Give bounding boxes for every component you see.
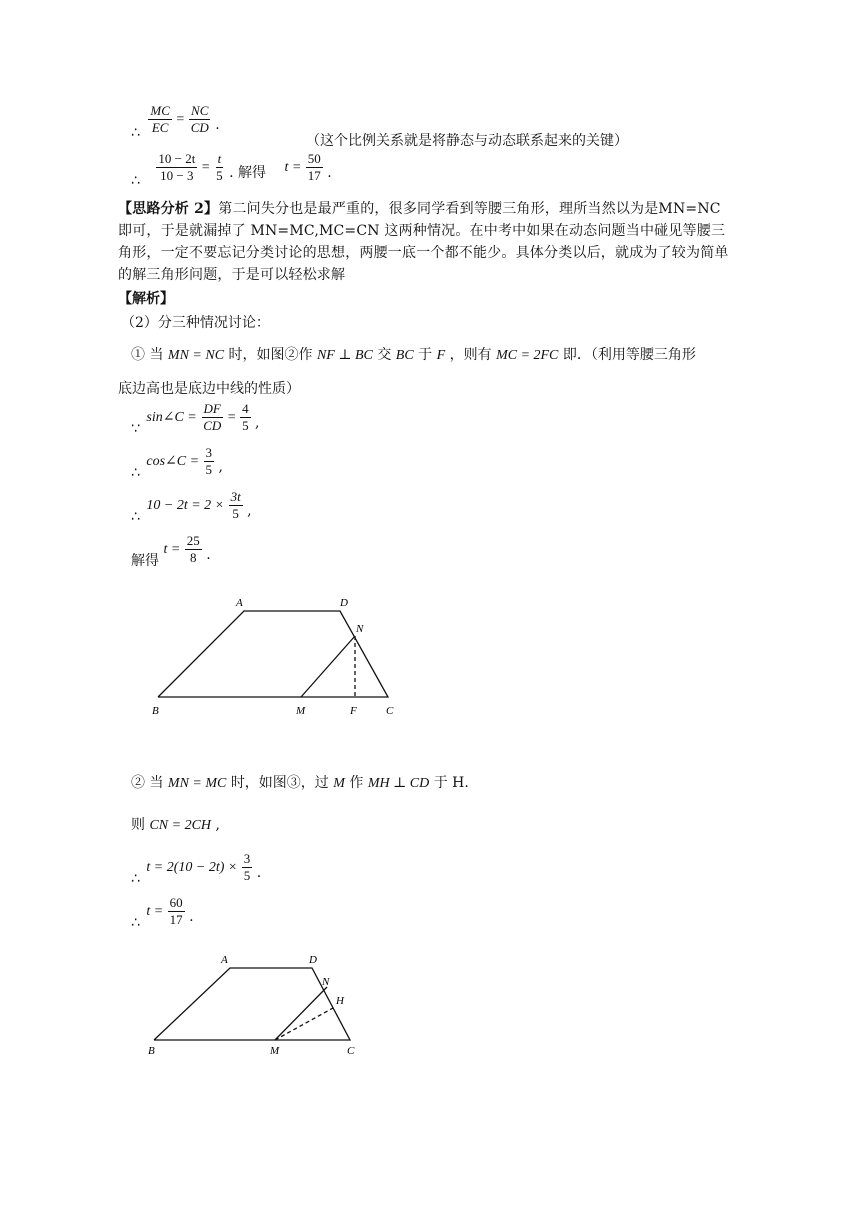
- numerator: 4: [242, 401, 249, 416]
- case2-text3: 于 H.: [433, 775, 469, 791]
- case1-text3: 于: [418, 347, 433, 363]
- therefore-symbol: ∴: [131, 465, 140, 482]
- label-b: B: [148, 1045, 155, 1057]
- case2-then: [131, 814, 220, 834]
- sin-step: [131, 401, 260, 438]
- fraction-3-5: [204, 446, 215, 476]
- therefore-symbol: ∴: [131, 509, 140, 526]
- analysis-text: 第二问失分也是最严重的，很多同学看到等腰三角形，理所当然以为是MN=NC 即可，于是就漏掉了 MN=MC,MC=CN 这两种情况。在中考中如果在动态问题当中碰见等腰三角形，一定不要忘记分类讨论的思想，两腰一底一个都不能少。具体分类以后，就成为了较为简单的解三角形问题，于是可以轻松求解: [118, 201, 729, 283]
- therefore-symbol: ∴: [131, 173, 140, 190]
- denominator: 17: [169, 911, 183, 927]
- case1-text1: 时，如图②作: [228, 347, 313, 363]
- solution-heading: 【解析】: [118, 291, 174, 307]
- denominator: 5: [242, 417, 249, 433]
- case2-text2: 作: [349, 775, 364, 791]
- label-f: F: [350, 705, 357, 717]
- analysis-paragraph: [118, 198, 736, 286]
- case2-perp: MH ⊥ CD: [367, 776, 430, 791]
- sin-lhs: sin∠C =: [146, 410, 197, 426]
- denominator: 10 − 3: [160, 167, 194, 183]
- label-c: C: [347, 1045, 355, 1057]
- label-d: D: [340, 597, 348, 609]
- numerator: NC: [191, 103, 209, 118]
- numerator: 3: [205, 445, 213, 460]
- case2-step1: [131, 851, 262, 888]
- case1-f: F: [436, 348, 446, 363]
- period: .: [327, 165, 332, 182]
- fraction-nc-cd: [189, 104, 211, 134]
- analysis-heading: 【思路分析 2】: [118, 201, 219, 217]
- fraction-25-8: [185, 534, 202, 564]
- t-equals: t =: [163, 542, 181, 558]
- solve-text: . 解得: [229, 165, 266, 182]
- label-n: N: [322, 976, 330, 988]
- denominator: 5: [232, 505, 239, 521]
- period: .: [189, 909, 194, 926]
- equals-sign: =: [176, 112, 185, 128]
- key-note: （这个比例关系就是将静态与动态联系起来的关键）: [306, 133, 628, 149]
- label-h: H: [336, 995, 344, 1007]
- label-m: M: [296, 705, 306, 717]
- case2-step2: [131, 895, 194, 932]
- fraction-mc-ec: [148, 104, 172, 134]
- equation-row: [131, 151, 332, 190]
- label-a: A: [221, 954, 228, 966]
- then-relation: CN = 2CH: [149, 818, 212, 833]
- numerator: t: [217, 151, 222, 166]
- fraction-4-5: [240, 402, 251, 432]
- comma: ,: [218, 459, 223, 476]
- cos-step: [131, 445, 223, 482]
- case1-text5: 即．（利用等腰三角形: [562, 347, 696, 363]
- linear-lhs: 10 − 2t = 2 ×: [146, 498, 225, 514]
- case1-perp: NF ⊥ BC: [316, 348, 373, 363]
- part2-intro: （2）分三种情况讨论：: [121, 315, 270, 331]
- comma: ,: [255, 415, 260, 432]
- fraction-60-17: [168, 896, 185, 926]
- label-c: C: [386, 705, 394, 717]
- step1-lhs: t = 2(10 − 2t) ×: [146, 860, 238, 876]
- case1-line: [131, 344, 696, 364]
- denominator: 5: [243, 867, 251, 883]
- trapezoid-abdc: [154, 968, 350, 1040]
- case1-text4: ，则有: [449, 347, 492, 363]
- numerator: DF: [203, 401, 221, 416]
- case1-prefix: ① 当: [131, 347, 164, 363]
- label-a: A: [236, 597, 243, 609]
- linear-step: [131, 489, 252, 526]
- cos-lhs: cos∠C =: [146, 454, 200, 470]
- case2-line: [131, 772, 469, 792]
- label-b: B: [152, 705, 159, 717]
- period: .: [206, 547, 211, 564]
- segment-mn: [275, 987, 327, 1040]
- solve-step: [131, 533, 211, 570]
- t-equals: t =: [146, 904, 164, 920]
- numerator: MC: [150, 103, 170, 118]
- numerator: 3t: [230, 489, 241, 504]
- numerator: 50: [307, 151, 321, 166]
- denominator: 5: [216, 167, 223, 183]
- case2-m: M: [333, 776, 345, 791]
- segment-mn: [301, 636, 355, 697]
- case1-bc: BC: [395, 348, 414, 363]
- fraction-3-5: [242, 852, 253, 882]
- comma: ,: [247, 503, 252, 520]
- case1-continuation: 底边高也是底边中线的性质）: [118, 381, 300, 397]
- period: .: [256, 865, 262, 882]
- case2-condition: MN = MC: [167, 776, 227, 791]
- equals-sign: =: [227, 410, 236, 426]
- case1-relation: MC = 2FC: [496, 348, 559, 363]
- denominator: CD: [203, 417, 222, 433]
- numerator: 3: [243, 851, 251, 866]
- therefore-symbol: ∴: [131, 915, 140, 932]
- trapezoid-abdc: [158, 611, 388, 697]
- case2-text1: 时，如图③，过: [230, 775, 329, 791]
- equals-sign: =: [201, 160, 210, 176]
- t-equals: t =: [284, 160, 302, 176]
- numerator: 10 − 2t: [158, 151, 196, 166]
- comma: ,: [215, 817, 220, 833]
- proportion-row: [131, 103, 220, 142]
- period: .: [215, 117, 220, 134]
- denominator: 8: [190, 549, 197, 565]
- denominator: EC: [151, 119, 169, 135]
- denominator: CD: [190, 119, 209, 135]
- fraction-df-cd: [201, 402, 223, 432]
- denominator: 17: [307, 167, 321, 183]
- numerator: 25: [186, 533, 200, 548]
- fraction-left: [156, 152, 197, 182]
- dashed-mh: [275, 1008, 333, 1040]
- case1-condition: MN = NC: [167, 348, 225, 363]
- label-n: N: [356, 623, 364, 635]
- fraction-3t-5: [229, 490, 243, 520]
- case1-text2: 交: [377, 347, 392, 363]
- case2-prefix: ② 当: [131, 775, 164, 791]
- denominator: 5: [205, 461, 213, 477]
- therefore-symbol: ∴: [131, 125, 140, 142]
- label-m: M: [270, 1045, 280, 1057]
- solve-prefix: 解得: [131, 553, 159, 570]
- numerator: 60: [169, 895, 183, 910]
- because-symbol: ∵: [131, 421, 140, 438]
- fraction-50-17: [306, 152, 323, 182]
- label-d: D: [309, 954, 317, 966]
- fraction-t-5: [214, 152, 225, 182]
- then-prefix: 则: [131, 817, 145, 833]
- therefore-symbol: ∴: [131, 871, 140, 888]
